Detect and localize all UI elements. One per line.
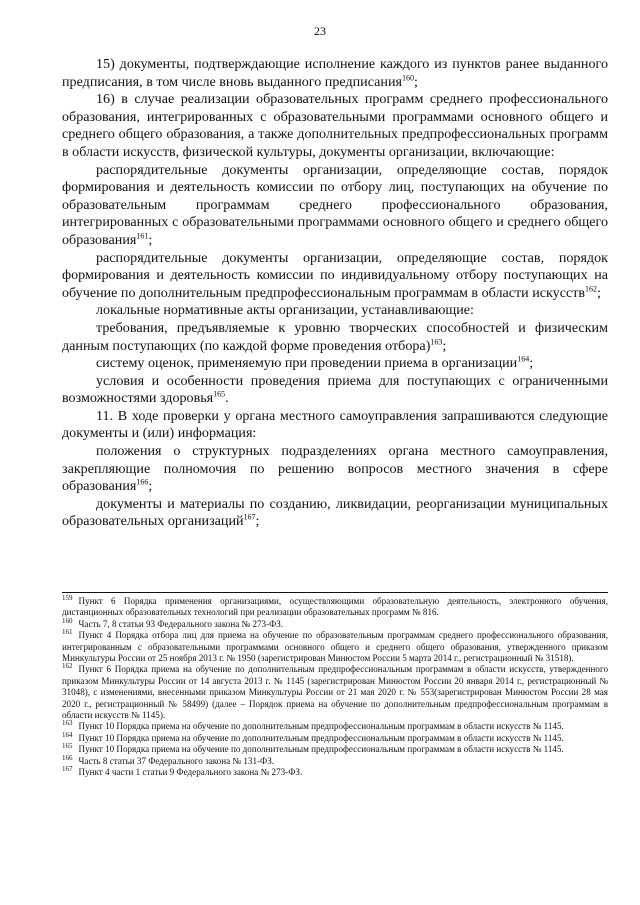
footnote-ref: 166: [136, 477, 149, 487]
footnote: $^{159}$ Пункт 6 Порядка применения организациями, осуществляющими образовательную деятельность, электронного обучения, дистанционных образовательных технологий при реализации образовательных программ № 816.: [62, 593, 608, 618]
footnote-ref: 165: [213, 389, 226, 399]
footnote-separator: [62, 592, 608, 593]
paragraph: документы и материалы по созданию, ликвидации, реорганизации муниципальных образовательных организаций$^{167}$;: [62, 495, 608, 530]
paragraph: 15) документы, подтверждающие исполнение каждого из пунктов ранее выданного предписания, в том числе вновь выданного предписания$^{160}$;: [62, 56, 608, 90]
footnote: $^{165}$ Пункт 10 Порядка приема на обучение по дополнительным предпрофессиональным программам в области искусств № 1145.: [62, 742, 564, 755]
paragraph: 11. В ходе проверки у органа местного самоуправления запрашиваются следующие документы и (или) информация:: [62, 407, 608, 442]
footnote: $^{160}$ Часть 7, 8 статьи 93 Федерального закона № 273-ФЗ.: [62, 616, 284, 629]
paragraph: распорядительные документы организации, определяющие состав, порядок формирования и деятельность комиссии по отбору лиц, поступающих на обучение по образовательным программам среднего профессионального образования, интегрированных с образовательными программами основного общего и среднего общего образования$^{161}$;: [62, 161, 608, 248]
footnote-ref: 167: [243, 512, 256, 522]
footnote: $^{167}$ Пункт 4 части 1 статьи 9 Федерального закона № 273-ФЗ.: [62, 765, 303, 778]
footnote-ref: 163: [430, 336, 443, 346]
footnote: $^{166}$ Часть 8 статьи 37 Федерального закона № 131-ФЗ.: [62, 753, 275, 766]
paragraph: положения о структурных подразделениях органа местного самоуправления, закрепляющие полномочия по решению вопросов местного значения в сфере образования$^{166}$;: [62, 443, 608, 495]
footnote: $^{161}$ Пункт 4 Порядка отбора лиц для приема на обучение по образовательным программам среднего профессионального образования, интегрированным с образовательными программами основного общего и среднего общего образования, утвержденного приказом Минкультуры России от 25 ноября 2013 г. № 1950 (зарегистрирован Минюстом России 5 марта 2014 г., регистрационный № 31518).: [62, 628, 608, 664]
paragraph: 16) в случае реализации образовательных программ среднего профессионального образования, интегрированных с образовательными программами основного общего и среднего общего образования, а также дополнительных предпрофессиональных программ в области искусств, физической культуры, документы организации, включающие:: [62, 91, 608, 160]
paragraph: условия и особенности проведения приема для поступающих с ограниченными возможностями здоровья$^{165}$.: [62, 372, 608, 407]
footnotes: [62, 593, 608, 779]
footnote: $^{163}$ Пункт 10 Порядка приема на обучение по дополнительным предпрофессиональным программам в области искусств № 1145.: [62, 719, 564, 732]
paragraph: систему оценок, применяемую при проведении приема в организации$^{164}$;: [96, 354, 534, 372]
footnote: $^{162}$ Пункт 6 Порядка приема на обучение по дополнительным предпрофессиональным программам в области искусств, утвержденного приказом Минкультуры России от 14 августа 2013 г. № 1145 (зарегистрирован Минюстом России 20 января 2014 г., регистрационный № 31048), с изменениями, внесенными приказом Минкультуры России от 21 мая 2020 г. № 553(зарегистрирован Минюстом России 28 мая 2020 г., регистрационный № 58499) (далее – Порядок приема на обучение по дополнительным предпрофессиональным программам в области искусств № 1145).: [62, 662, 608, 721]
page-number: 23: [314, 24, 326, 38]
footnote-ref: 161: [136, 231, 149, 241]
footnote-ref: 164: [517, 354, 530, 364]
footnote-ref: 160: [401, 72, 414, 82]
main-text: [62, 56, 608, 531]
paragraph: распорядительные документы организации, определяющие состав, порядок формирования и деятельность комиссии по индивидуальному отбору поступающих на обучение по дополнительным предпрофессиональным программам в области искусств$^{162}$;: [62, 249, 608, 301]
paragraph: локальные нормативные акты организации, устанавливающие:: [96, 302, 474, 319]
footnote-ref: 162: [585, 284, 598, 294]
footnote: $^{164}$ Пункт 10 Порядка приема на обучение по дополнительным предпрофессиональным программам в области искусств № 1145.: [62, 730, 564, 743]
paragraph: требования, предъявляемые к уровню творческих способностей и физическим данным поступающих (по каждой форме проведения отбора)$^{163}$;: [62, 319, 608, 354]
